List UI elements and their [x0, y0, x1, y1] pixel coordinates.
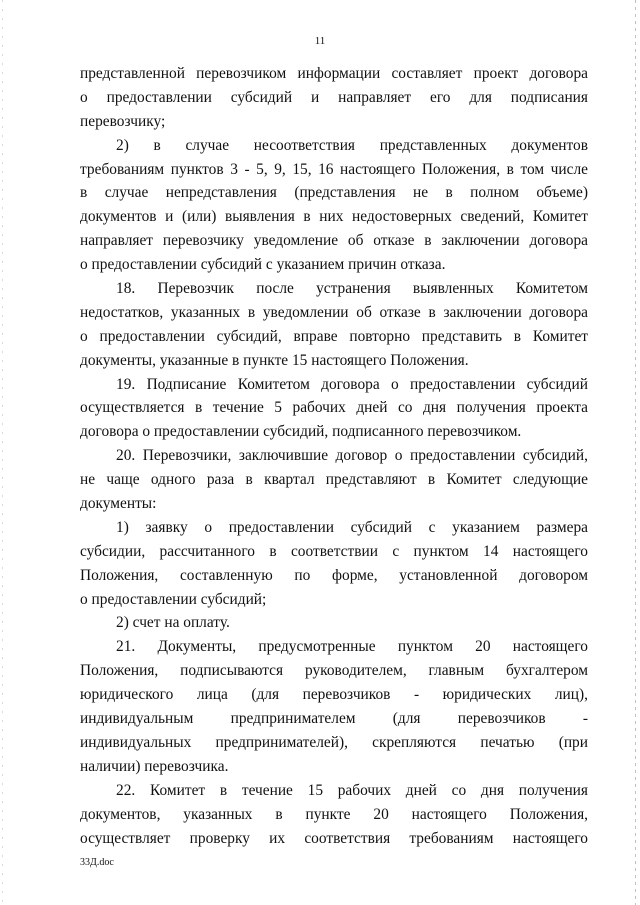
- text-line: документы, указанные в пункте 15 настоящего Положения.: [80, 351, 469, 369]
- paragraph-18: [80, 277, 588, 373]
- text-line: документов, указанных в пункте 20 настоящего Положения,: [80, 805, 588, 823]
- text-line: осуществляется в течение 5 рабочих дней со дня получения проекта: [80, 399, 588, 417]
- text-line: Положения, составленную по форме, установленной договором: [80, 566, 588, 584]
- text-line: договора о предоставлении субсидий, подписанного перевозчиком.: [80, 423, 522, 441]
- text-line: требованиям пунктов 3 - 5, 9, 15, 16 настоящего Положения, в том числе: [80, 160, 588, 178]
- paragraph-20-item-2: [80, 611, 588, 635]
- paragraph-20-item-1: [80, 516, 588, 612]
- page-number: 11: [314, 35, 326, 47]
- text-line: представленной перевозчиком информации составляет проект договора: [80, 65, 588, 82]
- text-line: о предоставлении субсидий;: [80, 590, 267, 608]
- paragraph-item-2: [80, 134, 588, 277]
- paragraph-21: [80, 635, 588, 778]
- text-line: о предоставлении субсидий и направляет его для подписания: [80, 88, 588, 106]
- scan-edge-left: [2, 0, 3, 905]
- text-line: наличии) перевозчика.: [80, 757, 229, 775]
- text-line: осуществляет проверку их соответствия требованиям настоящего: [80, 829, 588, 847]
- text-line: индивидуальных предпринимателей), скрепляются печатью (при: [80, 733, 588, 751]
- paragraph-19: [80, 373, 588, 445]
- text-line: о предоставлении субсидий с указанием причин отказа.: [80, 256, 446, 274]
- text-line: Положения, подписываются руководителем, главным бухгалтером: [80, 662, 588, 680]
- text-line: субсидии, рассчитанного в соответствии с пунктом 14 настоящего: [80, 542, 588, 560]
- text-line: перевозчику;: [80, 112, 166, 130]
- text-line: не чаще одного раза в квартал представляют в Комитет следующие: [80, 471, 588, 489]
- paragraph-20: [80, 444, 588, 516]
- text-line: направляет перевозчику уведомление об отказе в заключении договора: [80, 232, 588, 250]
- document-body: [80, 62, 588, 850]
- text-line: документов и (или) выявления в них недостоверных сведений, Комитет: [80, 208, 588, 226]
- paragraph-continuation: [80, 62, 588, 134]
- text-line: 18. Перевозчик после устранения выявленных Комитетом: [116, 280, 588, 298]
- text-line: в случае непредставления (представления не в полном объеме): [80, 184, 588, 202]
- text-line: 22. Комитет в течение 15 рабочих дней со дня получения: [116, 781, 588, 799]
- text-line: 20. Перевозчики, заключившие договор о предоставлении субсидий,: [116, 447, 588, 465]
- text-line: 2) счет на оплату.: [116, 614, 230, 632]
- scan-edge-right: [635, 0, 636, 905]
- text-line: о предоставлении субсидий, вправе повторно представить в Комитет: [80, 327, 588, 345]
- text-line: 2) в случае несоответствия представленных документов: [116, 136, 588, 154]
- text-line: юридического лица (для перевозчиков - юридических лиц),: [80, 686, 588, 704]
- text-line: 1) заявку о предоставлении субсидий с указанием размера: [116, 518, 588, 536]
- text-line: индивидуальным предпринимателем (для перевозчиков -: [80, 710, 588, 728]
- footer-file-code: 33Д.doc: [80, 857, 114, 868]
- text-line: 21. Документы, предусмотренные пунктом 20 настоящего: [116, 638, 588, 656]
- paragraph-22: [80, 779, 588, 851]
- text-line: недостатков, указанных в уведомлении об отказе в заключении договора: [80, 303, 588, 321]
- text-line: документы:: [80, 495, 157, 513]
- text-line: 19. Подписание Комитетом договора о предоставлении субсидий: [116, 375, 588, 393]
